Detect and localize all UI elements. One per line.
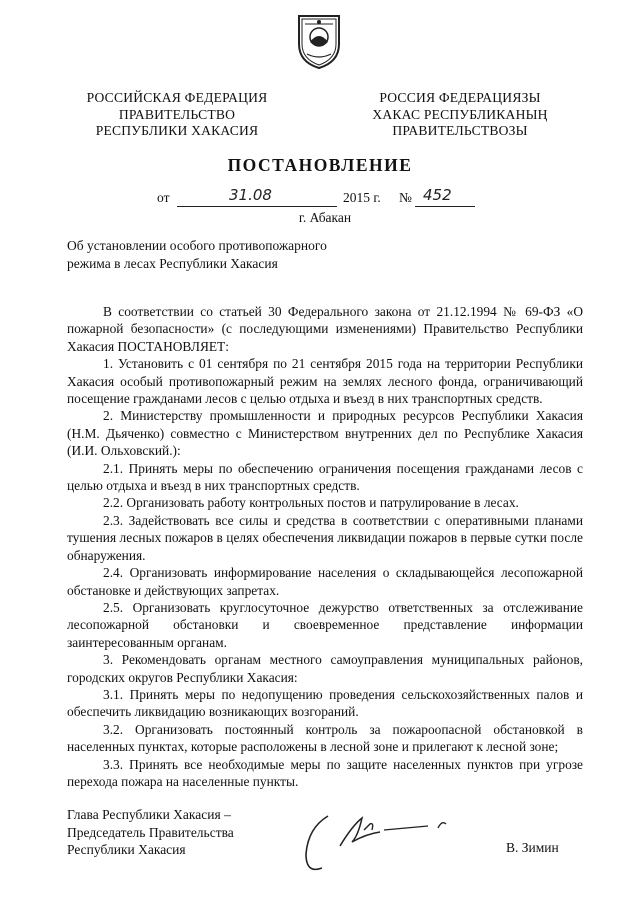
body-paragraph: 1. Установить с 01 сентября по 21 сентября 2015 года на территории Республики Хакасия особый противопожарный режим на землях лесного фонда, ограничивающий посещение гражданами лесов с целью отдыха и въезд в них транспортных средств.: [67, 356, 583, 407]
document-body: [67, 303, 583, 790]
header-left-line: РЕСПУБЛИКИ ХАКАСИЯ: [95, 123, 259, 138]
body-paragraph: 3.1. Принять меры по недопущению проведения сельскохозяйственных палов и обеспечить ликвидацию возникающих возгораний.: [67, 686, 583, 720]
body-paragraph: 3.3. Принять все необходимые меры по защите населенных пунктов при угрозе перехода пожара на населенные пункты.: [67, 756, 583, 789]
date-underline: [177, 206, 337, 207]
body-paragraph: В соответствии со статьей 30 Федерального закона от 21.12.1994 № 69-ФЗ «О пожарной безопасности» (с последующими изменениями) Правительство Республики Хакасия ПОСТАНОВЛЯЕТ:: [67, 304, 583, 354]
header-right-line: РОССИЯ ФЕДЕРАЦИЯЗЫ: [379, 90, 541, 105]
signatory-name: В. Зимин: [506, 840, 559, 855]
number-handwritten: 452: [423, 186, 452, 204]
body-paragraph: 2. Министерству промышленности и природных ресурсов Республики Хакасия (Н.М. Дьяченко) совместно с Министерством внутренних дел по Республике Хакасия (И.И. Ольховский.):: [67, 408, 583, 459]
date-number-line: [157, 186, 487, 210]
body-paragraph: 2.5. Организовать круглосуточное дежурство ответственных за отслеживание лесопожарной обстановки и своевременное представление информации заинтересованным органам.: [67, 599, 583, 650]
header-left-line: ПРАВИТЕЛЬСТВО: [118, 106, 236, 122]
date-from-label: от: [157, 190, 170, 205]
signatory-title-line: Республики Хакасия: [67, 842, 186, 857]
signatory-title: [67, 806, 234, 859]
signatory-title-line: Председатель Правительства: [67, 824, 234, 840]
body-paragraph: 3.2. Организовать постоянный контроль за пожароопасной обстановкой в населенных пунктах, которые расположены в лесной зоне и прилегают к лесной зоне;: [67, 721, 583, 755]
body-paragraph: 2.2. Организовать работу контрольных постов и патрулирование в лесах.: [103, 495, 519, 511]
header-right-line: ХАКАС РЕСПУБЛИКАНЫҢ: [372, 106, 548, 122]
handwritten-signature: [300, 806, 460, 886]
subject-line: режима в лесах Республики Хакасия: [67, 256, 278, 271]
header-right-khakas: [350, 90, 570, 140]
year-text: 2015 г.: [343, 190, 381, 205]
number-underline: [415, 206, 475, 207]
subject-line: Об установлении особого противопожарного: [67, 238, 327, 253]
document-subject: [67, 237, 367, 273]
document-title: ПОСТАНОВЛЕНИЕ: [227, 155, 413, 175]
body-paragraph: 2.4. Организовать информирование населения о складывающейся лесопожарной обстановке и действующих запретах.: [67, 565, 583, 598]
body-paragraph: 3. Рекомендовать органам местного самоуправления муниципальных районов, городских округов Республики Хакасия:: [67, 652, 583, 685]
city-label: г. Абакан: [298, 210, 352, 225]
coat-of-arms-emblem: [293, 12, 345, 70]
header-left-line: РОССИЙСКАЯ ФЕДЕРАЦИЯ: [86, 90, 268, 105]
date-handwritten: 31.08: [229, 186, 272, 204]
body-paragraph: 2.3. Задействовать все силы и средства в соответствии с оперативными планами тушения лесных пожаров в целях обеспечения ликвидации пожаров в первые сутки после обнаружения.: [67, 512, 583, 563]
body-paragraph: 2.1. Принять меры по обеспечению ограничения посещения гражданами лесов с целью отдыха и въезд в них транспортных средств.: [67, 460, 583, 494]
header-left-russian: [72, 90, 282, 140]
signatory-title-line: Глава Республики Хакасия –: [67, 807, 231, 822]
number-sign: №: [399, 190, 412, 205]
header-right-line: ПРАВИТЕЛЬСТВОЗЫ: [392, 123, 528, 138]
